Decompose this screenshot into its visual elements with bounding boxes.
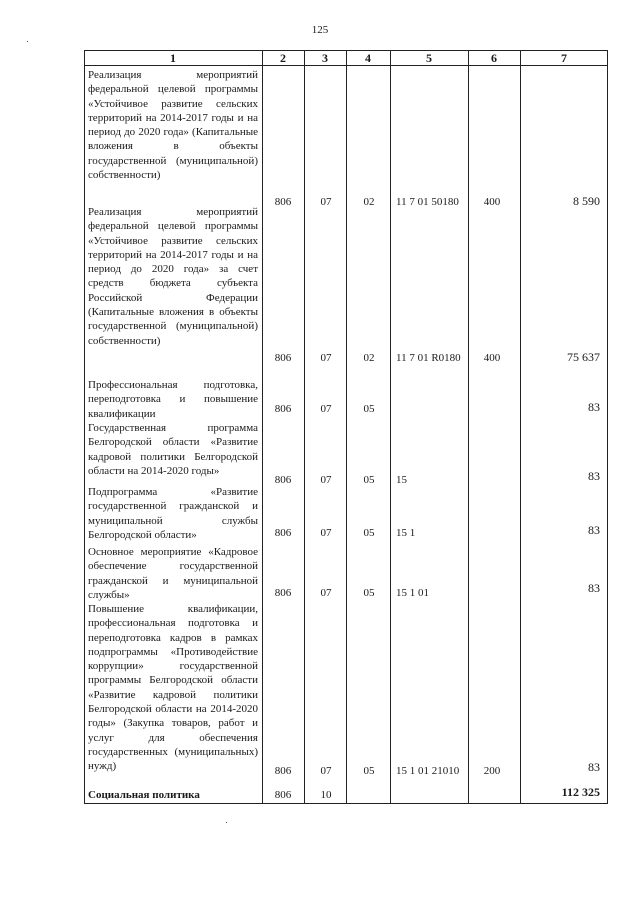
row-section-code: 07	[320, 196, 332, 208]
row-subsection-code: 05	[363, 527, 375, 539]
row-subsection-code: 05	[363, 587, 375, 599]
row-ministry-code: 806	[274, 196, 292, 208]
row-amount: 8 590	[573, 194, 600, 208]
row-expense-type: 400	[483, 196, 501, 208]
row-expense-type: 400	[483, 352, 501, 364]
table-header	[84, 50, 608, 66]
row-target-code: 11 7 01 R0180	[396, 352, 461, 364]
row-description: Социальная политика	[88, 789, 200, 801]
row-description: Реализация мероприятий федеральной целевой программы «Устойчивое развитие сельских территорий на 2014-2017 годы и на период до 2020 года» за счет средств бюджета субъекта Российской Федерации (Капитальные вложения в объекты государственной (муниципальной) собственности)	[88, 206, 258, 347]
row-section-code: 07	[320, 352, 332, 364]
row-ministry-code: 806	[274, 789, 292, 801]
scan-speck	[226, 822, 227, 823]
header-col-3: 3	[322, 51, 328, 65]
row-amount: 83	[588, 400, 600, 414]
row-target-code: 15	[396, 474, 407, 486]
page-number: 125	[311, 24, 329, 36]
scan-speck	[27, 41, 28, 42]
column-divider	[468, 50, 469, 804]
header-col-6: 6	[491, 51, 497, 65]
row-description: Реализация мероприятий федеральной целевой программы «Устойчивое развитие сельских территорий на 2014-2017 годы и на период до 2020 года» (Капитальные вложения в объекты государственной (муниципальной) собственности)	[88, 69, 258, 182]
row-ministry-code: 806	[274, 403, 292, 415]
row-ministry-code: 806	[274, 527, 292, 539]
header-col-4: 4	[365, 51, 371, 65]
row-description: Государственная программа Белгородской области «Развитие кадровой политики Белгородской области на 2014-2020 годы»	[88, 422, 258, 477]
row-amount: 83	[588, 469, 600, 483]
row-ministry-code: 806	[274, 352, 292, 364]
row-ministry-code: 806	[274, 474, 292, 486]
row-subsection-code: 05	[363, 474, 375, 486]
row-amount: 83	[588, 523, 600, 537]
row-amount: 83	[588, 581, 600, 595]
row-amount: 112 325	[561, 785, 600, 799]
column-divider	[390, 50, 391, 804]
row-subsection-code: 05	[363, 403, 375, 415]
header-col-7: 7	[561, 51, 567, 65]
row-subsection-code: 02	[363, 352, 375, 364]
row-section-code: 07	[320, 765, 332, 777]
row-expense-type: 200	[483, 765, 501, 777]
row-target-code: 15 1	[396, 527, 416, 539]
row-description: Повышение квалификации, профессиональная подготовка и переподготовка кадров в рамках подпрограммы «Противодействие коррупции» государственной программы Белгородской области «Развитие кадровой политики Белгородской области на 2014-2020 годы» (Закупка товаров, работ и услуг для обеспечения государственных (муниципальных) нужд)	[88, 603, 258, 773]
row-section-code: 10	[320, 789, 332, 801]
header-col-5: 5	[426, 51, 432, 65]
row-section-code: 07	[320, 587, 332, 599]
column-divider	[346, 50, 347, 804]
row-subsection-code: 02	[363, 196, 375, 208]
header-col-1: 1	[170, 51, 176, 65]
column-divider	[304, 50, 305, 804]
row-section-code: 07	[320, 474, 332, 486]
header-col-2: 2	[280, 51, 286, 65]
row-target-code: 15 1 01	[396, 587, 429, 599]
row-ministry-code: 806	[274, 765, 292, 777]
row-description: Основное мероприятие «Кадровое обеспечение государственной гражданской и муниципальной службы»	[88, 546, 258, 601]
row-description: Подпрограмма «Развитие государственной гражданской и муниципальной службы Белгородской области»	[88, 486, 258, 541]
row-section-code: 07	[320, 527, 332, 539]
budget-table	[84, 50, 608, 804]
row-amount: 75 637	[567, 350, 600, 364]
row-description: Профессиональная подготовка, переподготовка и повышение квалификации	[88, 379, 258, 420]
row-amount: 83	[588, 760, 600, 774]
row-target-code: 15 1 01 21010	[396, 765, 460, 777]
column-divider	[520, 50, 521, 804]
row-subsection-code: 05	[363, 765, 375, 777]
row-ministry-code: 806	[274, 587, 292, 599]
column-divider	[262, 50, 263, 804]
row-target-code: 11 7 01 50180	[396, 196, 459, 208]
row-section-code: 07	[320, 403, 332, 415]
